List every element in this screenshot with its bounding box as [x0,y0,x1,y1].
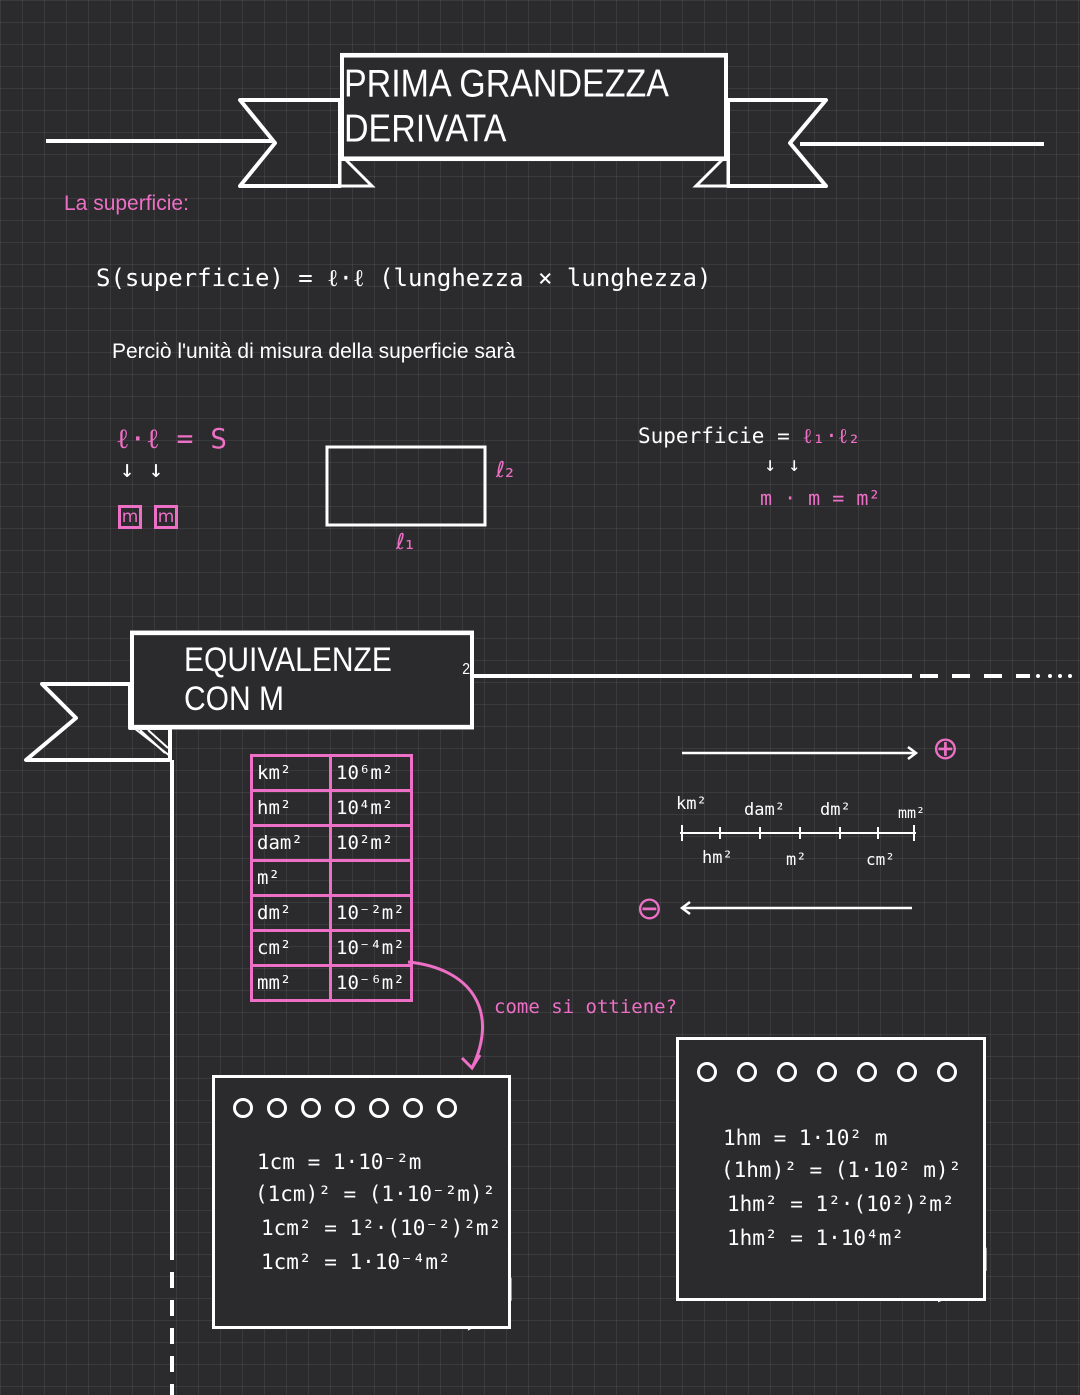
table-row [252,861,412,896]
table-row [252,791,412,826]
note-left-line: 1cm² = 1²·(10⁻²)²m² [261,1216,502,1240]
note-right-line: 1hm² = 1·10⁴m² [727,1226,905,1250]
ring-icon [301,1098,321,1118]
table-unit: dam² [252,826,331,861]
table-unit: km² [252,756,331,791]
note-right-line: 1hm² = 1²·(10²)²m² [727,1192,955,1216]
table-unit: m² [252,861,331,896]
note-left-rings [233,1098,457,1118]
page-title: PRIMA GRANDEZZA DERIVATA [340,53,728,161]
right-formula-rhs: ℓ₁·ℓ₂ [802,424,861,448]
unit-box-2: m [154,505,178,529]
table-value: 10⁻⁴m² [331,931,412,966]
ring-icon [897,1062,917,1082]
surface-formula: S(superficie) = ℓ·ℓ (lunghezza × lunghezza) [96,264,712,292]
scale-unit-cm: cm² [866,850,895,869]
table-row [252,756,412,791]
note-right [676,1037,986,1301]
minus-icon: ⊖ [636,889,663,927]
note-right-line: 1hm = 1·10² m [723,1126,888,1150]
equivalence-title-text: EQUIVALENZE CON M [184,640,392,718]
equivalence-title-sup: 2 [462,659,470,678]
ring-icon [777,1062,797,1082]
note-right-line: (1hm)² = (1·10² m)² [721,1158,962,1182]
ring-icon [403,1098,423,1118]
table-value: 10⁻⁶m² [331,966,412,1001]
ring-icon [817,1062,837,1082]
ring-icon [437,1098,457,1118]
ring-icon [233,1098,253,1118]
right-formula-arrows: ↓ ↓ [764,452,801,476]
scale-unit-hm: hm² [702,848,733,868]
note-left-line: 1cm = 1·10⁻²m [257,1150,422,1174]
left-formula [116,422,227,456]
unit-sentence: Perciò l'unità di misura della superficie sarà [112,340,516,363]
left-formula-arrows: ↓ ↓ [120,455,164,483]
ring-icon [937,1062,957,1082]
equivalence-table [250,754,413,1002]
equivalence-title [130,631,474,730]
note-left-line: 1cm² = 1·10⁻⁴m² [261,1250,451,1274]
unit-box-1: m [118,505,142,529]
plus-icon: ⊕ [932,729,959,767]
note-right-rings [697,1062,957,1082]
table-value [331,861,412,896]
note-left-line: (1cm)² = (1·10⁻²m)² [255,1182,496,1206]
table-unit: cm² [252,931,331,966]
note-left [212,1075,511,1329]
section-label: La superficie: [64,192,189,215]
table-unit: hm² [252,791,331,826]
table-row [252,826,412,861]
ring-icon [697,1062,717,1082]
scale-unit-dam: dam² [744,800,785,820]
right-formula-result: m · m = m² [760,486,881,510]
table-unit: dm² [252,896,331,931]
rect-side-1: ℓ₁ [396,530,414,555]
table-value: 10⁻²m² [331,896,412,931]
left-formula-units [118,505,178,529]
ring-icon [267,1098,287,1118]
right-formula [638,424,860,449]
table-row [252,931,412,966]
ring-icon [857,1062,877,1082]
table-value: 10⁶m² [331,756,412,791]
scale-unit-dm: dm² [820,800,851,820]
question-text: come si ottiene? [494,996,678,1018]
scale-unit-km: km² [676,794,707,814]
right-formula-lhs: Superficie = [638,424,790,448]
table-value: 10²m² [331,826,412,861]
ring-icon [737,1062,757,1082]
ring-icon [369,1098,389,1118]
left-formula-expr: ℓ·ℓ = S [116,422,228,455]
rect-side-2: ℓ₂ [496,458,514,483]
ring-icon [335,1098,355,1118]
scale-unit-m: m² [786,850,807,870]
table-unit: mm² [252,966,331,1001]
table-row [252,966,412,1001]
table-row [252,896,412,931]
table-value: 10⁴m² [331,791,412,826]
scale-unit-mm: mm² [898,804,926,822]
